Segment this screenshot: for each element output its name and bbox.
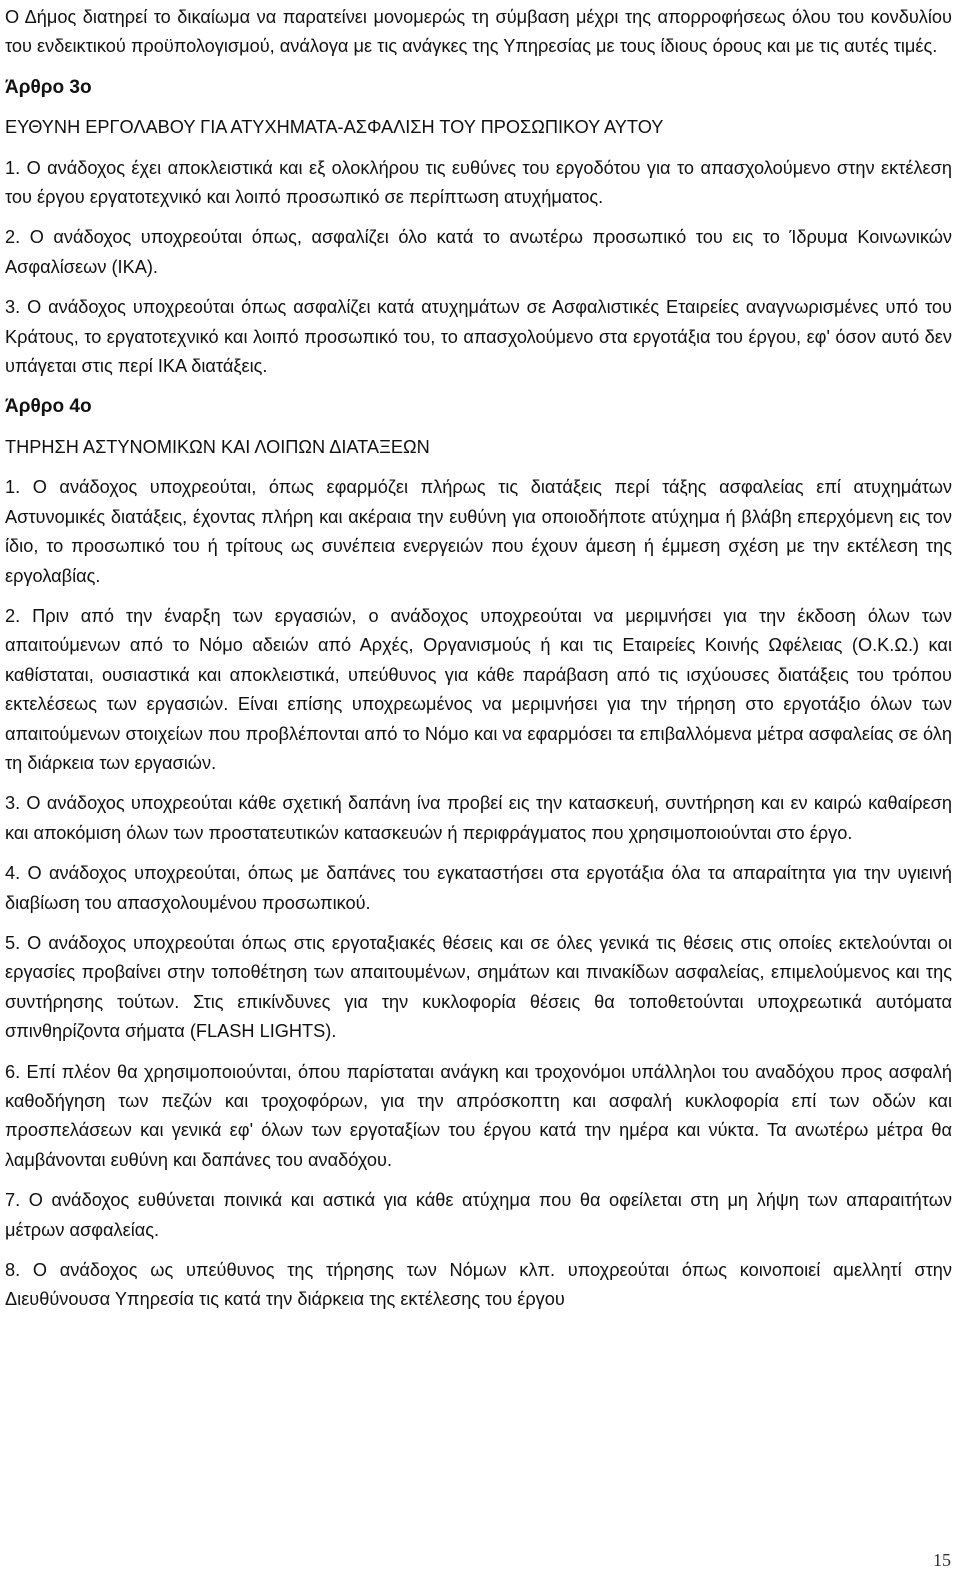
article-3-paragraph-1: 1. Ο ανάδοχος έχει αποκλειστικά και εξ ολοκλήρου τις ευθύνες του εργοδότου για το απασχολούμενο στην εκτέλεση του έργου εργατοτεχνικό και λοιπό προσωπικό σε περίπτωση ατυχήματος. <box>5 157 952 208</box>
document-page <box>5 0 952 1315</box>
article-4-subheading: ΤΗΡΗΣΗ ΑΣΤΥΝΟΜΙΚΩΝ ΚΑΙ ΛΟΙΠΩΝ ΔΙΑΤΑΞΕΩΝ <box>5 436 430 457</box>
article-4-paragraph-8: 8. Ο ανάδοχος ως υπεύθυνος της τήρησης των Νόμων κλπ. υποχρεούται όπως κοινοποιεί αμελλητί στην Διευθύνουσα Υπηρεσία τις κατά την διάρκεια της εκτέλεσης του έργου <box>5 1260 952 1310</box>
page-number: 15 <box>933 1550 951 1570</box>
article-4-paragraph-2: 2. Πριν από την έναρξη των εργασιών, ο ανάδοχος υποχρεούται να μεριμνήσει για την έκδοση όλων των απαιτούμενων από το Νόμο αδειών από Αρχές, Οργανισμούς ή και τις Εταιρείες Κοινής Ωφέλειας (Ο.Κ.Ω.) και καθίσταται, ουσιαστικά και αποκλειστικά, υπεύθυνος για κάθε παράβαση από τις ισχύουσες διατάξεις του τρόπου εκτελέσεως των εργασιών. Είναι επίσης υποχρεωμένος να μεριμνήσει για την τήρηση στο εργοτάξιο όλων των απαιτούμενων στοιχείων που προβλέπονται από το Νόμο και να εφαρμόσει τα επιβαλλόμενα μέτρα ασφαλείας σε όλη τη διάρκεια των εργασιών. <box>5 605 952 773</box>
article-4-paragraph-7: 7. Ο ανάδοχος ευθύνεται ποινικά και αστικά για κάθε ατύχημα που θα οφείλεται στη μη λήψη των απαραιτήτων μέτρων ασφαλείας. <box>5 1190 952 1240</box>
article-3-paragraph-3: 3. Ο ανάδοχος υποχρεούται όπως ασφαλίζει κατά ατυχημάτων σε Ασφαλιστικές Εταιρείες αναγνωρισμένες υπό του Κράτους, το εργατοτεχνικό και λοιπό προσωπικό του, το απασχολούμενο στα εργοτάξια του έργου, εφ' όσον αυτό δεν υπάγεται στις περί ΙΚΑ διατάξεις. <box>5 297 952 377</box>
article-4-heading: Άρθρο 4ο <box>5 396 92 418</box>
article-3-subheading: ΕΥΘΥΝΗ ΕΡΓΟΛΑΒΟΥ ΓΙΑ ΑΤΥΧΗΜΑΤΑ-ΑΣΦΑΛΙΣΗ ΤΟΥ ΠΡΟΣΩΠΙΚΟΥ ΑΥΤΟΥ <box>5 117 664 138</box>
article-4-paragraph-4: 4. Ο ανάδοχος υποχρεούται, όπως με δαπάνες του εγκαταστήσει στα εργοτάξια όλα τα απαραίτητα για την υγιεινή διαβίωση του απασχολουμένου προσωπικού. <box>5 863 952 913</box>
article-4-paragraph-6: 6. Επί πλέον θα χρησιμοποιούνται, όπου παρίσταται ανάγκη και τροχονόμοι υπάλληλοι του αναδόχου προς ασφαλή καθοδήγηση των πεζών και τροχοφόρων, για την απρόσκοπτη και ασφαλή κυκλοφορία επί των οδών και προσπελάσεων και γενικά εφ' όλων των εργοταξίων του έργου κατά την ημέρα και νύκτα. Τα ανωτέρω μέτρα θα λαμβάνονται ευθύνη και δαπάνες του αναδόχου. <box>5 1061 952 1170</box>
article-4-paragraph-1: 1. Ο ανάδοχος υποχρεούται, όπως εφαρμόζει πλήρως τις διατάξεις περί τάξης ασφαλείας επί ατυχημάτων Αστυνομικές διατάξεις, έχοντας πλήρη και ακέραια την ευθύνη για οποιοδήποτε ατύχημα ή βλάβη επερχόμενη εις τον ίδιο, το προσωπικό του ή τρίτους ως συνέπεια ενεργειών που έχουν άμεση ή έμμεση σχέση με την εκτέλεση της εργολαβίας. <box>5 477 952 586</box>
article-4-paragraph-5: 5. Ο ανάδοχος υποχρεούται όπως στις εργοταξιακές θέσεις και σε όλες γενικά τις θέσεις στις οποίες εκτελούνται οι εργασίες προβαίνει στην τοποθέτηση των απαιτουμένων, σημάτων και πινακίδων ασφαλείας, επιμελούμενος και της συντήρησης τούτων. Στις επικίνδυνες για την κυκλοφορία θέσεις θα τοποθετούνται υποχρεωτικά αυτόματα σπινθηρίζοντα σήματα (FLASH LIGHTS). <box>5 932 952 1042</box>
article-3-heading: Άρθρο 3ο <box>5 76 92 98</box>
article-4-paragraph-3: 3. Ο ανάδοχος υποχρεούται κάθε σχετική δαπάνη ίνα προβεί εις την κατασκευή, συντήρηση και εν καιρώ καθαίρεση και αποκόμιση όλων των προστατευτικών κατασκευών ή περιφράγματος που χρησιμοποιούνται στο έργο. <box>5 793 952 843</box>
intro-paragraph: Ο Δήμος διατηρεί το δικαίωμα να παρατείνει μονομερώς τη σύμβαση μέχρι της απορροφήσεως όλου του κονδυλίου του ενδεικτικού προϋπολογισμού, ανάλογα με τις ανάγκες της Υπηρεσίας με τους ίδιους όρους και με τις αυτές τιμές. <box>5 7 952 57</box>
article-3-paragraph-2: 2. Ο ανάδοχος υποχρεούται όπως, ασφαλίζει όλο κατά το ανωτέρω προσωπικό του εις το Ίδρυμα Κοινωνικών Ασφαλίσεων (ΙΚΑ). <box>5 227 952 277</box>
